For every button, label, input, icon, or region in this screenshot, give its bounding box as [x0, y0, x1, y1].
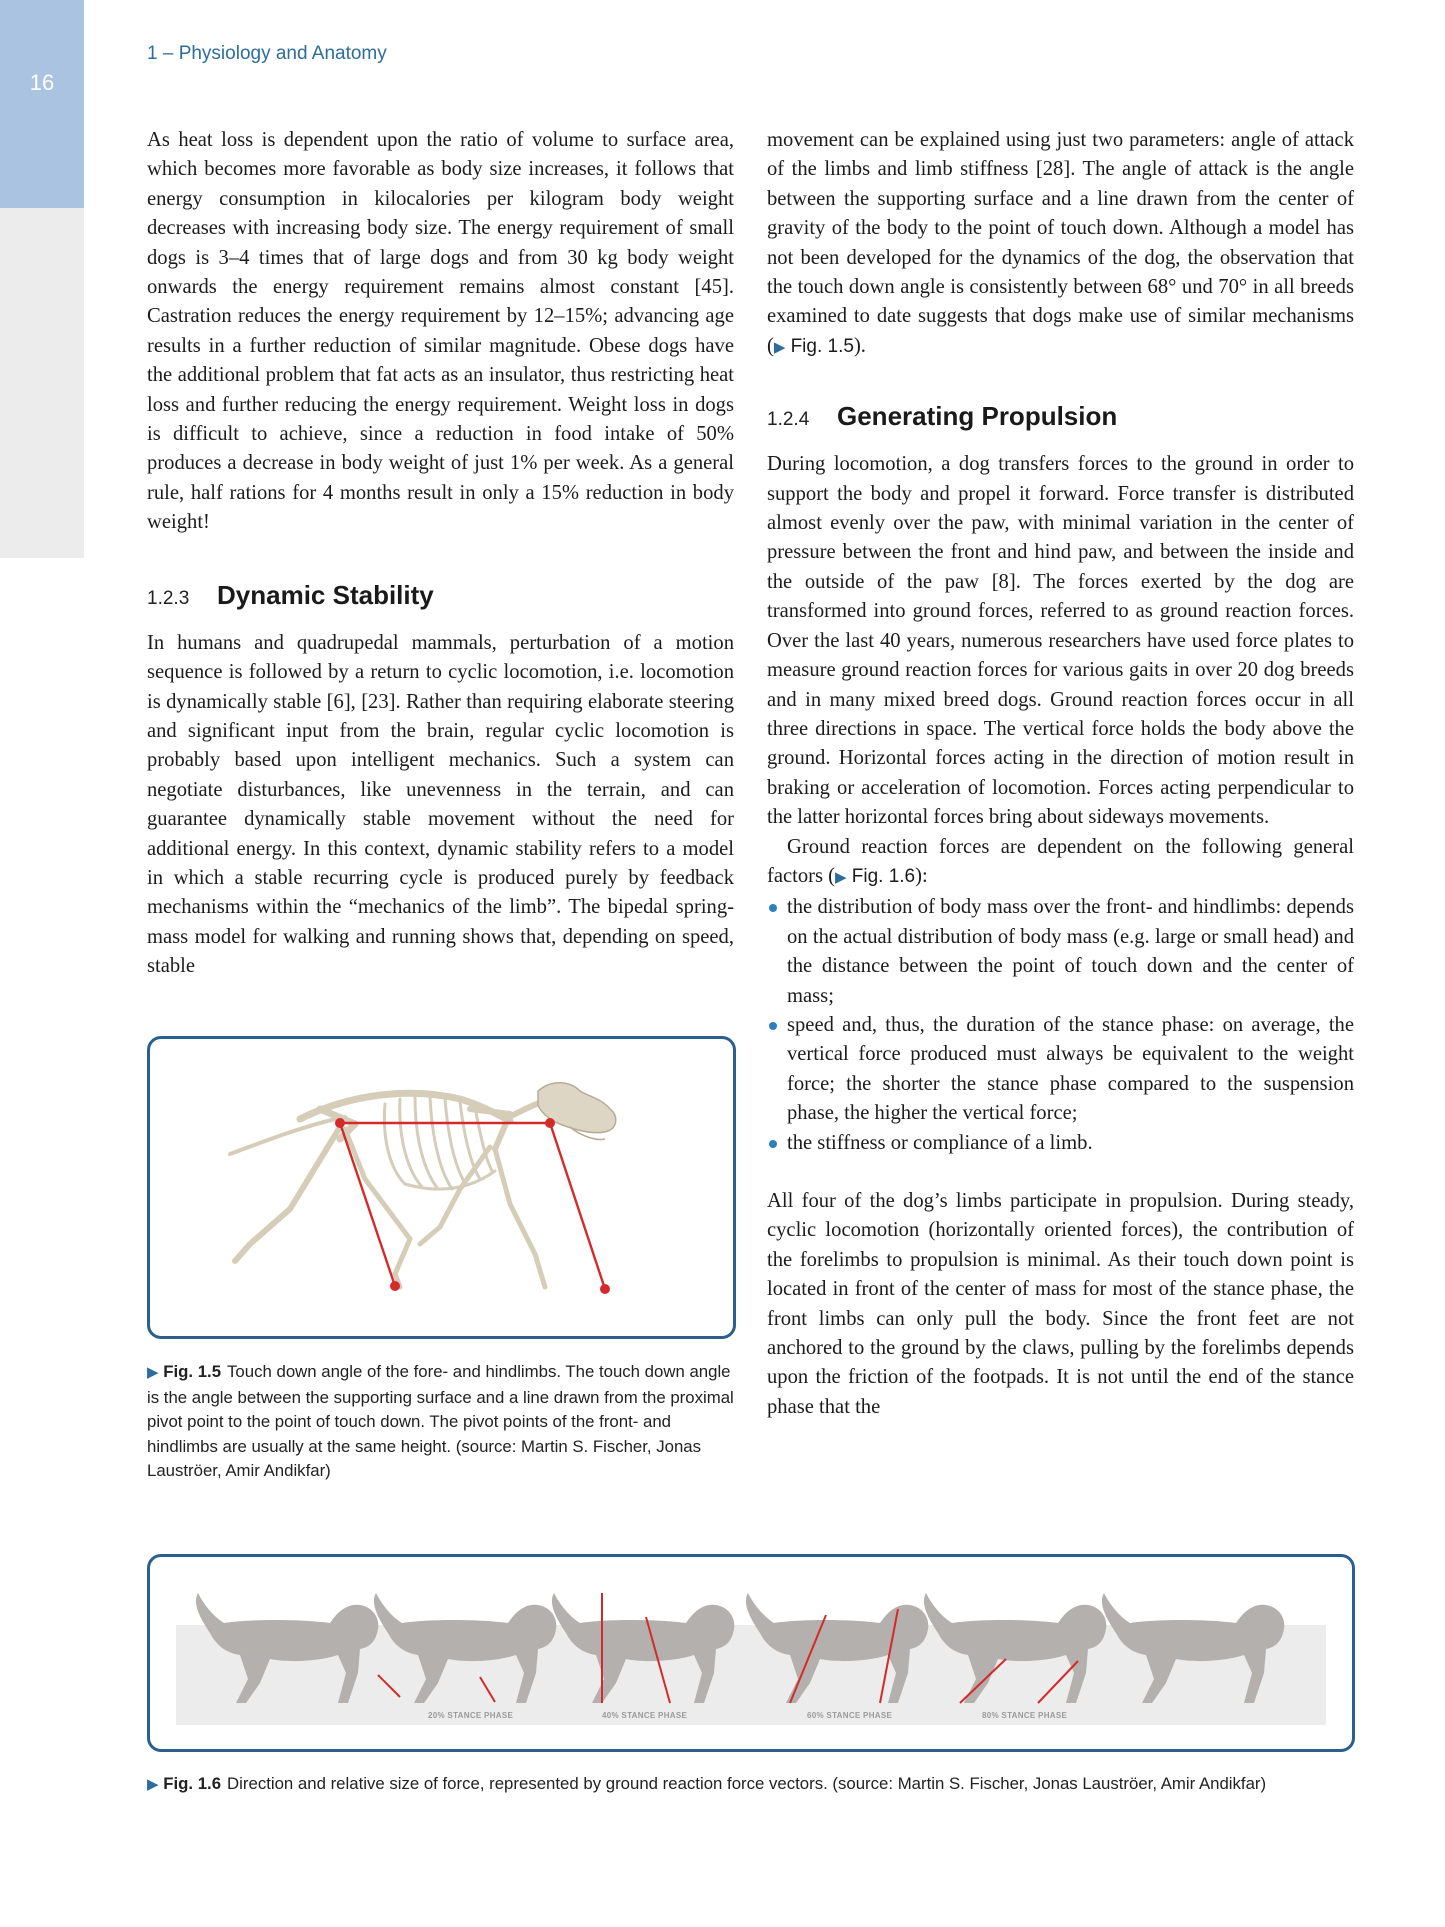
figure-caption-text: Direction and relative size of force, represented by ground reaction force vectors. (source: Martin S. Fischer, Jonas Lauströer, Amir Andikfar)	[227, 1774, 1267, 1793]
dog-gait-sequence-illustration	[150, 1557, 1352, 1749]
figure-1-5-caption	[147, 1360, 737, 1484]
list-item: speed and, thus, the duration of the stance phase: on average, the vertical force produced must always be equivalent to the weight force; the shorter the stance phase compared to the suspension phase, the higher the vertical force;	[767, 1011, 1354, 1129]
phase-label: 60% STANCE PHASE	[807, 1711, 893, 1720]
paragraph-propulsion: All four of the dog’s limbs participate in propulsion. During steady, cyclic locomotion (horizontally oriented forces), the contribution of the forelimbs to propulsion is minimal. As their touch down point is located in front of the center of mass for most of the stance phase, the front limbs can only pull the body. Since the front feet are not anchored to the ground by the claws, pulling by the forelimbs depends upon the friction of the footpads. It is not until the end of the stance phase that the	[767, 1190, 1354, 1418]
left-column	[147, 126, 734, 982]
right-column	[767, 126, 1354, 1422]
figure-pointer-icon: ▶	[147, 1364, 159, 1381]
figure-pointer-icon: ▶	[773, 339, 786, 356]
paragraph-dynamic-stability: In humans and quadrupedal mammals, perturbation of a motion sequence is followed by a return to cyclic locomotion, i.e. locomotion is dynamically stable [6], [23]. Rather than requiring elaborate steering and significant input from the brain, regular cyclic locomotion is probably based upon intelligent mechanics. Such a system can negotiate disturbances, like unevenness in the terrain, and can guarantee dynamically stable movement without the need for additional energy. In this context, dynamic stability refers to a model in which a stable recurring cycle is produced purely by feedback mechanisms within the “mechanics of the limb”. The bipedal spring-mass model for walking and running shows that, depending on speed, stable	[147, 631, 734, 978]
figure-1-6-caption	[147, 1772, 1367, 1798]
section-title: Dynamic Stability	[217, 579, 434, 610]
section-heading-generating-propulsion	[767, 401, 1354, 432]
phase-label: 20% STANCE PHASE	[428, 1711, 514, 1720]
dog-skeleton-illustration	[150, 1039, 733, 1336]
section-number: 1.2.4	[767, 409, 810, 431]
figure-reference-1-6[interactable]: Fig. 1.6	[851, 865, 916, 887]
figure-pointer-icon: ▶	[147, 1776, 159, 1793]
running-head: 1 – Physiology and Anatomy	[147, 43, 387, 64]
phase-label: 40% STANCE PHASE	[602, 1711, 688, 1720]
paragraph-movement: movement can be explained using just two parameters: angle of attack of the limbs and limb stiffness [28]. The angle of attack is the angle between the supporting surface and a line drawn from the center of gravity of the body to the point of touch down. Although a model has not been developed for the dynamics of the dog, the observation that the touch down angle is consistently between 68° und 70° in all breeds examined to date suggests that dogs make use of similar mechanisms (▶ Fig. 1.5).	[767, 129, 1354, 357]
figure-caption-text: Touch down angle of the fore- and hindlimbs. The touch down angle is the angle between the supporting surface and a line drawn from the proximal pivot point to the point of touch down. The pivot points of the front- and hindlimbs are usually at the same height. (source: Martin S. Fischer, Jonas Lauströer, Amir Andikfar)	[147, 1362, 734, 1480]
page-number: 16	[29, 70, 55, 95]
figure-label: Fig. 1.6	[163, 1774, 222, 1793]
section-number: 1.2.3	[147, 587, 190, 609]
figure-1-5	[147, 1036, 736, 1339]
page-side-band	[0, 208, 84, 558]
paragraph-general-factors: Ground reaction forces are dependent on the following general factors (▶ Fig. 1.6):	[767, 835, 1354, 887]
page-side-tab	[0, 0, 84, 208]
paragraph-energy: As heat loss is dependent upon the ratio of volume to surface area, which becomes more favorable as body size increases, it follows that energy consumption in kilocalories per kilogram body weight decreases with increasing body size. The energy requirement of small dogs is 3–4 times that of large dogs and from 30 kg body weight onwards the energy requirement remains almost constant [45]. Castration reduces the energy requirement by 12–15%; advancing age results in a further reduction of similar magnitude. Obese dogs have the additional problem that fat acts as an insulator, thus restricting heat loss and further reducing the energy requirement. Weight loss in dogs is difficult to achieve, since a reduction in food intake of 50% produces a decrease in body weight of just 1% per week. As a general rule, half rations for 4 months result in only a 15% reduction in body weight!	[147, 129, 734, 534]
figure-1-6	[147, 1554, 1355, 1752]
figure-pointer-icon: ▶	[835, 869, 847, 886]
list-item: the distribution of body mass over the front- and hindlimbs: depends on the actual distribution of body mass (e.g. large or small head) and the distance between the point of touch down and the center of mass;	[767, 893, 1354, 1011]
section-title: Generating Propulsion	[837, 401, 1118, 432]
factor-list	[767, 893, 1354, 1158]
paragraph-locomotion-forces: During locomotion, a dog transfers forces to the ground in order to support the body and propel it forward. Force transfer is distributed almost evenly over the paw, with minimal variation in the center of pressure between the front and hind paw, and between the inside and the outside of the paw [8]. The forces exerted by the dog are transformed into ground forces, referred to as ground reaction forces. Over the last 40 years, numerous researchers have used force plates to measure ground reaction forces for various gaits in over 20 dog breeds and in many mixed breed dogs. Ground reaction forces occur in all three directions in space. The vertical force holds the body above the ground. Horizontal forces acting in the direction of motion result in braking or acceleration of locomotion. Forces acting perpendicular to the latter horizontal forces bring about sideways movements.	[767, 453, 1354, 829]
phase-label: 80% STANCE PHASE	[982, 1711, 1068, 1720]
list-item: the stiffness or compliance of a limb.	[767, 1129, 1354, 1158]
figure-reference-1-5[interactable]: Fig. 1.5	[790, 335, 854, 357]
figure-label: Fig. 1.5	[163, 1362, 222, 1381]
section-heading-dynamic-stability	[147, 580, 734, 611]
